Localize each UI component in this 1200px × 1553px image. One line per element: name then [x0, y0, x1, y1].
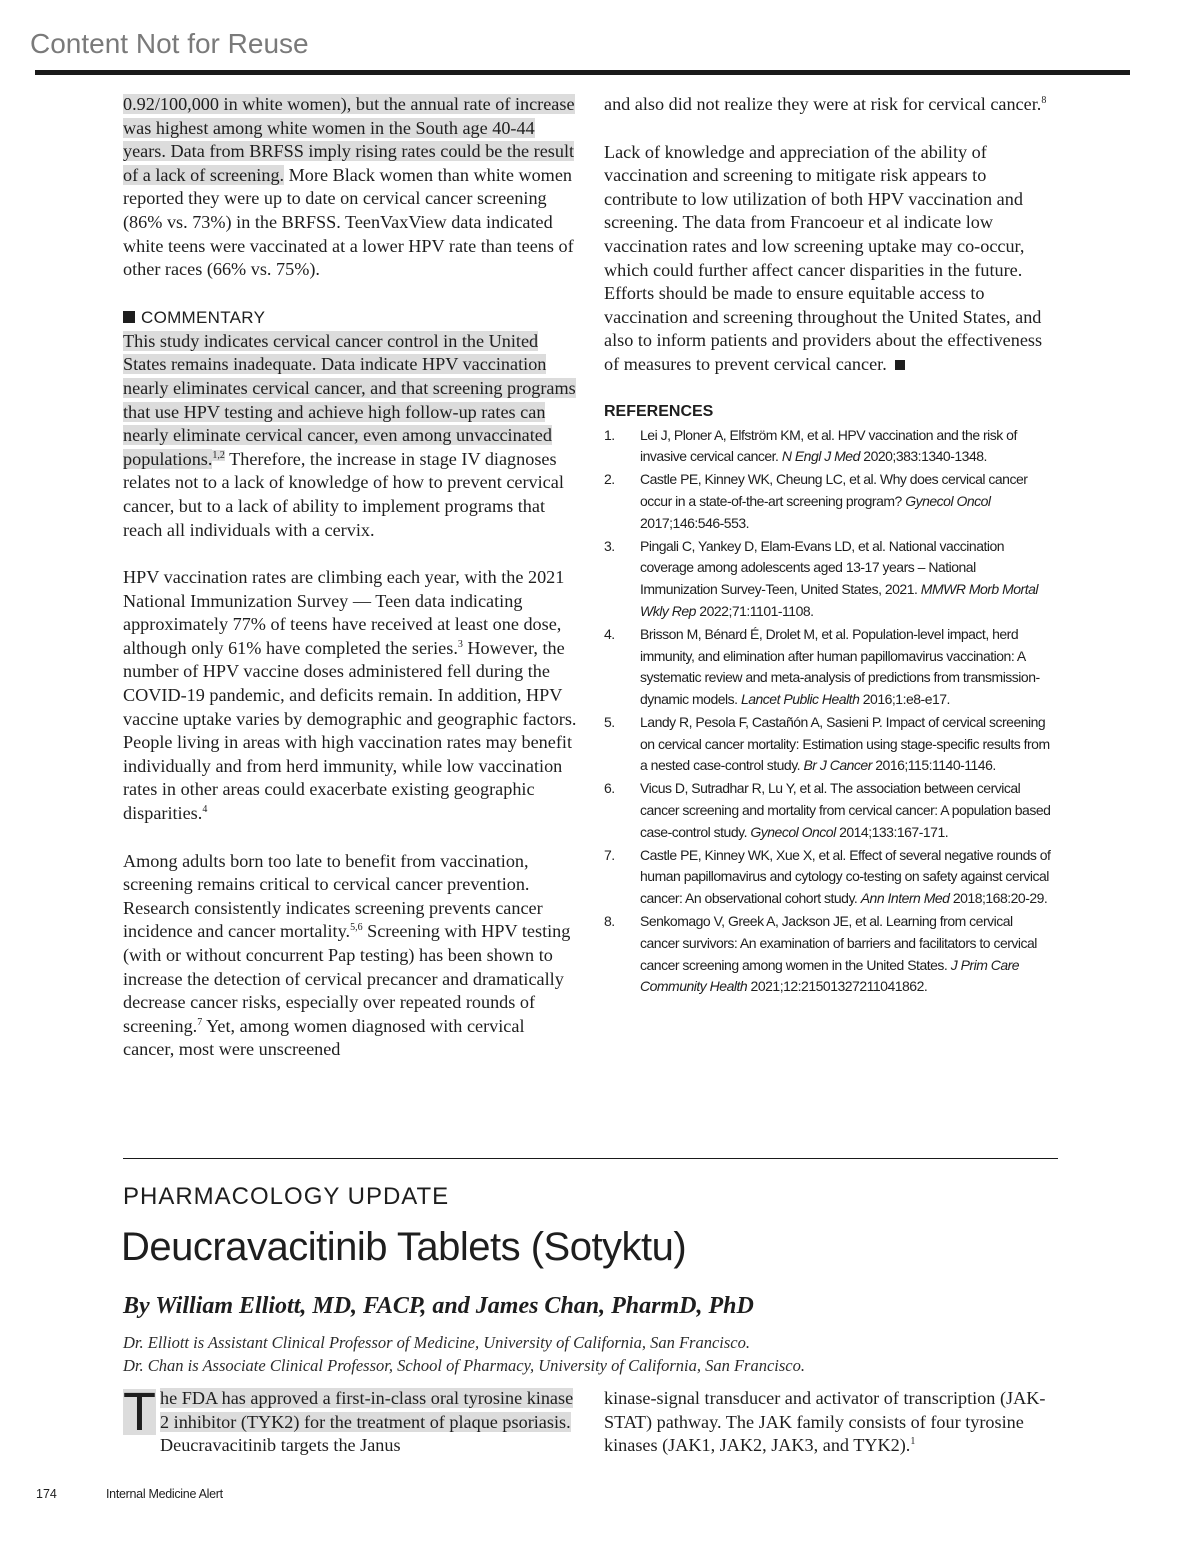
reference-text: Castle PE, Kinney WK, Cheung LC, et al. Why does cervical cancer occur in a state-of-the-art screening program? Gynecol Oncol 2017;146:546-553. [640, 471, 1028, 531]
drop-cap: T [123, 1382, 156, 1442]
citation: 1,2 [212, 449, 225, 461]
journal-name: J Prim Care Community Health [640, 956, 1020, 995]
end-mark-icon [895, 360, 905, 370]
highlighted-text[interactable]: he FDA has approved a first-in-class oral tyrosine kinase 2 inhibitor (TYK2) for the treatment of plaque psoriasis. [160, 1388, 574, 1432]
references-heading: REFERENCES [604, 402, 714, 420]
journal-name: N Engl J Med [781, 448, 860, 465]
byline: By William Elliott, MD, FACP, and James Chan, PharmD, PhD [123, 1293, 754, 1319]
references-list [604, 425, 1054, 999]
paragraph: Lack of knowledge and appreciation of the ability of vaccination and screening to mitigate risk appears to contribute to low utilization of both HPV vaccination and screening. The data from Francoeur et al indicate low vaccination rates and low screening uptake may co-occur, which could further affect cancer disparities in the future. Efforts should be made to ensure equitable access to vaccination and screening throughout the United States, and also to inform patients and providers about the effectiveness of measures to prevent cervical cancer. [604, 141, 1043, 374]
section-label: PHARMACOLOGY UPDATE [123, 1183, 450, 1210]
top-rule [35, 70, 1130, 75]
paragraph [123, 93, 578, 282]
reference-item [604, 845, 1054, 910]
reference-text: Brisson M, Bénard É, Drolet M, et al. Population-level impact, herd immunity, and elimination after human papillomavirus vaccination: A systematic review and meta-analysis of predictions from transmission-dynamic models. Lancet Public Health 2016;1:e8-e17. [640, 625, 1040, 708]
paragraph: and also did not realize they were at risk for cervical cancer.$^8$ [604, 94, 1047, 114]
journal-name: Gynecol Oncol [905, 492, 991, 509]
reference-item [604, 712, 1054, 777]
paragraph: HPV vaccination rates are climbing each year, with the 2021 National Immunization Survey — Teen data indicating approximately 77% of teens have received at least one dose, although only 61% have completed the series.$^3$ However, the number of HPV vaccine doses administered fell during the COVID-19 pandemic, and deficits remain. In addition, HPV vaccine uptake varies by demographic and geographic factors. People living in areas with high vaccination rates may benefit individually and from herd immunity, while low vaccination rates in other areas could exacerbate existing geographic disparities.$^4$ [123, 567, 577, 824]
journal-name: Gynecol Oncol [750, 823, 836, 840]
intro-paragraph-continued: kinase-signal transducer and activator of transcription (JAK-STAT) pathway. The JAK family consists of four tyrosine kinases (JAK1, JAK2, JAK3, and TYK2).$^1$ [604, 1388, 1046, 1456]
reference-text: Senkomago V, Greek A, Jackson JE, et al. Learning from cervical cancer survivors: An examination of barriers and facilitators to cervical cancer screening among women in the United States. J Prim Care Community Health 2021;12:21501327211041862. [640, 913, 1037, 995]
reference-number: 8. [604, 913, 615, 930]
reference-item [604, 778, 1054, 843]
reference-number: 2. [604, 471, 615, 488]
journal-name: Br J Cancer [803, 757, 872, 774]
intro-paragraph: T he FDA has approved a first-in-class oral tyrosine kinase 2 inhibitor (TYK2) for the treatment of plaque psoriasis. Deucravacitinib targets the Janus [123, 1382, 574, 1456]
reference-text: Vicus D, Sutradhar R, Lu Y, et al. The association between cervical cancer screening and mortality from cervical cancer: A population based case-control study. Gynecol Oncol 2014;133:167-171. [640, 780, 1051, 840]
reference-number: 6. [604, 780, 615, 797]
author-affiliation: Dr. Elliott is Assistant Clinical Professor of Medicine, University of California, San Francisco. [123, 1333, 750, 1352]
reference-number: 1. [604, 426, 615, 443]
reference-text: Lei J, Ploner A, Elfström KM, et al. HPV vaccination and the risk of invasive cervical cancer. N Engl J Med 2020;383:1340-1348. [640, 426, 1017, 465]
paragraph: Among adults born too late to benefit from vaccination, screening remains critical to cervical cancer prevention. Research consistently indicates screening prevents cancer incidence and cancer mortality.$^{5,6}$ Screening with HPV testing (with or without concurrent Pap testing) has been shown to increase the detection of cervical precancer and dramatically decrease cancer risks, especially over repeated rounds of screening.$^7$ Yet, among women diagnosed with cervical cancer, most were unscreened [123, 850, 571, 1060]
reference-item [604, 425, 1054, 469]
journal-name: MMWR Morb Mortal Wkly Rep [640, 581, 1039, 619]
journal-name: Lancet Public Health [740, 691, 860, 708]
reference-item [604, 536, 1054, 623]
article-title: Deucravacitinib Tablets (Sotyktu) [121, 1225, 687, 1269]
paragraph [123, 330, 578, 542]
journal-name: Ann Intern Med [860, 890, 950, 907]
reference-item [604, 911, 1054, 998]
square-bullet-icon [123, 311, 135, 323]
page-number: 174 [36, 1487, 57, 1501]
publication-name: Internal Medicine Alert [106, 1487, 223, 1501]
section-divider [123, 1158, 1058, 1159]
highlighted-text[interactable]: This study indicates cervical cancer control in the United States remains inadequate. Data indicate HPV vaccination nearly eliminates cervical cancer, and that screening programs that use HPV testing and achieve high follow-up rates can nearly eliminate cervical cancer, even among unvaccinated populations. [123, 330, 576, 469]
citation: 3 [457, 638, 463, 650]
citation: 1 [910, 1436, 916, 1448]
reference-text: Castle PE, Kinney WK, Xue X, et al. Effect of several negative rounds of human papillomavirus and cytology co-testing on safety against cervical cancer: An observational cohort study. Ann Intern Med 2018;168:20-29. [640, 846, 1051, 907]
right-column [604, 93, 1054, 999]
commentary-heading: COMMENTARY [123, 306, 578, 330]
watermark: Content Not for Reuse [30, 28, 309, 59]
paragraph-text: More Black women than white women reported they were up to date on cervical cancer screening (86% vs. 73%) in the BRFSS. TeenVaxView data indicated white teens were vaccinated at a lower HPV rate than teens of other races (66% vs. 75%). [123, 164, 574, 280]
reference-text: Landy R, Pesola F, Castañón A, Sasieni P. Impact of cervical screening on cervical cancer mortality: Estimation using stage-specific results from a nested case-control study. Br J Cancer 2016;115:1140-1146. [640, 713, 1050, 774]
reference-number: 7. [604, 846, 615, 863]
highlighted-text[interactable]: 0.92/100,000 in white women), but the annual rate of increase was highest among white women in the South age 40-44 years. Data from BRFSS imply rising rates could be the result of a lack of screening. [123, 94, 575, 185]
reference-item [604, 469, 1054, 534]
citation: 8 [1041, 94, 1047, 106]
author-affiliation: Dr. Chan is Associate Clinical Professor, School of Pharmacy, University of California, San Francisco. [123, 1356, 805, 1375]
paragraph-text: Therefore, the increase in stage IV diagnoses relates not to a lack of knowledge of how to prevent cervical cancer, but to a lack of ability to implement programs that reach all individuals with a cervix. [123, 448, 564, 540]
reference-text: Pingali C, Yankey D, Elam-Evans LD, et al. National vaccination coverage among adolescents aged 13-17 years – National Immunization Survey-Teen, United States, 2021. MMWR Morb Mortal Wkly Rep 2022;71:1101-1108. [640, 537, 1039, 619]
reference-number: 3. [604, 537, 615, 554]
reference-number: 5. [604, 713, 615, 730]
citation: 4 [202, 803, 208, 815]
reference-item [604, 624, 1054, 711]
commentary-section [123, 306, 578, 330]
reference-number: 4. [604, 625, 615, 642]
left-column [123, 93, 578, 1086]
citation: 7 [197, 1016, 203, 1028]
citation: 5,6 [350, 922, 363, 934]
